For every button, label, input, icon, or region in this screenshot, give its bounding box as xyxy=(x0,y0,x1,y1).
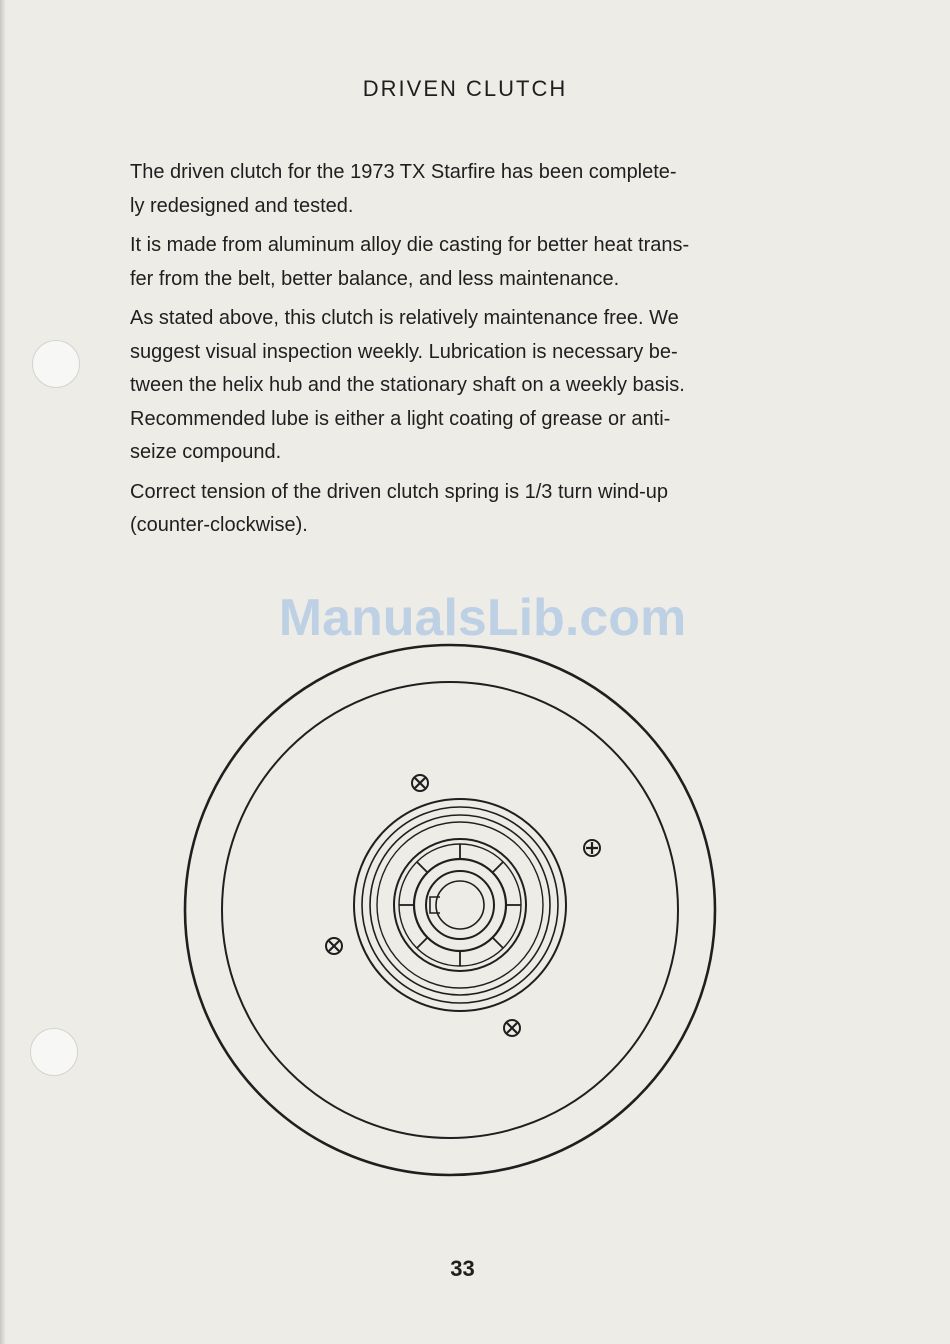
page-number: 33 xyxy=(450,1256,475,1281)
screw-bottom xyxy=(504,1020,520,1036)
screw-left xyxy=(326,938,342,954)
screw-right xyxy=(584,840,600,856)
inner-sheave-ring xyxy=(222,682,678,1138)
binder-hole-top xyxy=(32,340,80,388)
paragraph-material: It is made from aluminum alloy die casting for better heat trans- fer from the belt, better balance, and less maintenance. xyxy=(130,234,690,290)
paragraph-maintenance: As stated above, this clutch is relatively maintenance free. We suggest visual inspection weekly. Lubrication is necessary be- tween the helix hub and the stationary shaft on a weekly basis. Recommended lube is either a light coating of grease or anti- seize compound. xyxy=(130,307,685,463)
screw-top xyxy=(412,775,428,791)
page-title: DRIVEN CLUTCH xyxy=(362,76,568,101)
shaft-bore xyxy=(436,881,484,929)
watermark: ManualsLib.com xyxy=(278,589,687,647)
binder-hole-bottom xyxy=(30,1028,78,1076)
hub-spokes xyxy=(399,844,521,966)
paragraph-spring-tension: Correct tension of the driven clutch spring is 1/3 turn wind-up (counter-clockwise). xyxy=(130,480,669,536)
hub-ring-3 xyxy=(370,815,550,995)
shaft-keyway xyxy=(430,897,440,913)
outer-sheave-rim xyxy=(185,645,715,1175)
page-edge-shadow xyxy=(0,0,6,1344)
hub-ring-2 xyxy=(362,807,558,1003)
body-text xyxy=(130,156,798,549)
paragraph-intro: The driven clutch for the 1973 TX Starfire has been complete- ly redesigned and tested. xyxy=(130,161,677,217)
helix-hub-outer xyxy=(414,859,506,951)
driven-clutch-diagram xyxy=(170,615,730,1185)
hub-outer-ring xyxy=(354,799,566,1011)
